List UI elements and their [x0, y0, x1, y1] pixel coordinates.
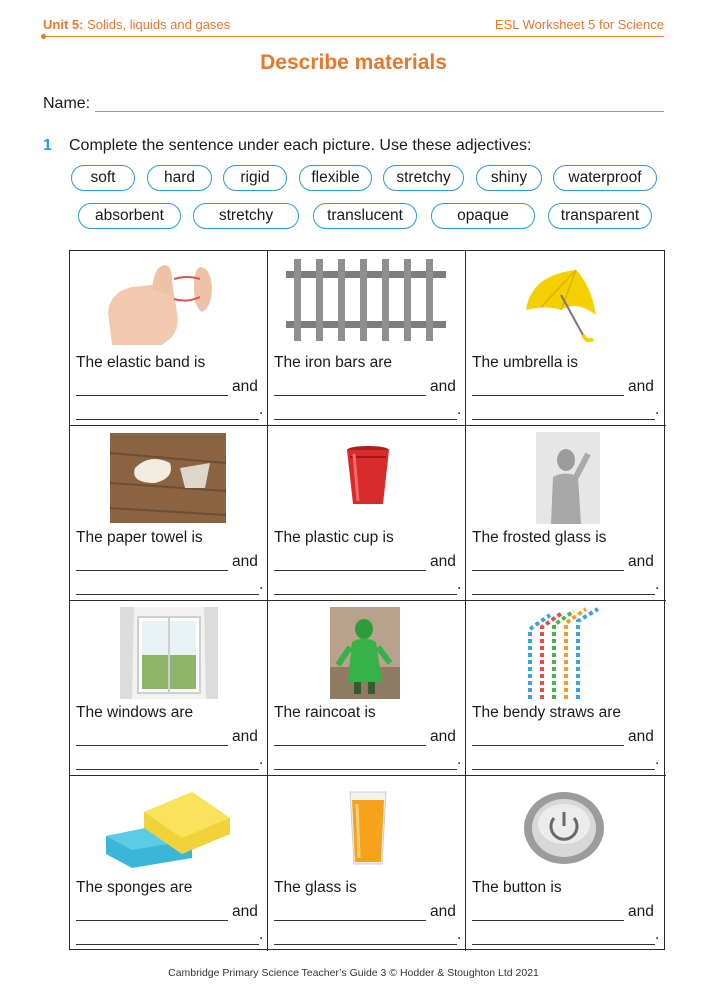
windows-image: [70, 601, 267, 699]
grid-cell-umbrella: [466, 251, 666, 426]
answer-blank-2[interactable]: [274, 419, 457, 420]
adjective-pill: flexible: [299, 165, 372, 191]
adjective-pill: rigid: [223, 165, 287, 191]
grid-cell-bendy-straws: [466, 601, 666, 776]
adjective-pill: transparent: [548, 203, 652, 229]
picture-grid: [69, 250, 665, 950]
adjective-pill: hard: [147, 165, 212, 191]
answer-blank-1[interactable]: [76, 395, 228, 396]
grid-cell-windows: [70, 601, 268, 776]
full-stop: .: [655, 576, 660, 593]
full-stop: .: [655, 751, 660, 768]
grid-cell-elastic-band: [70, 251, 268, 426]
and-word: and: [628, 903, 654, 920]
frosted-glass-image: [466, 426, 666, 524]
full-stop: .: [259, 576, 264, 593]
full-stop: .: [655, 401, 660, 418]
cell-caption: The paper towel is: [76, 529, 203, 546]
and-word: and: [430, 903, 456, 920]
and-word: and: [430, 553, 456, 570]
answer-blank-1[interactable]: [76, 920, 228, 921]
full-stop: .: [655, 926, 660, 943]
adjective-pill: opaque: [431, 203, 535, 229]
adjective-pill: soft: [71, 165, 135, 191]
worksheet-label: ESL Worksheet 5 for Science: [494, 17, 664, 32]
full-stop: .: [457, 751, 462, 768]
full-stop: .: [457, 926, 462, 943]
answer-blank-2[interactable]: [274, 594, 457, 595]
header-divider: [43, 36, 664, 37]
cell-caption: The plastic cup is: [274, 529, 394, 546]
answer-blank-1[interactable]: [274, 395, 426, 396]
and-word: and: [430, 378, 456, 395]
answer-blank-1[interactable]: [472, 920, 624, 921]
iron-bars-image: [268, 251, 465, 349]
cell-caption: The sponges are: [76, 879, 193, 896]
question-number: 1: [43, 137, 52, 154]
page-title: Describe materials: [260, 51, 447, 74]
answer-blank-2[interactable]: [274, 769, 457, 770]
question-text: Complete the sentence under each picture. Use these adjectives:: [69, 137, 532, 154]
unit-title: Solids, liquids and gases: [87, 17, 231, 32]
answer-blank-2[interactable]: [76, 419, 259, 420]
full-stop: .: [259, 926, 264, 943]
answer-blank-1[interactable]: [76, 570, 228, 571]
adjective-pill: waterproof: [553, 165, 657, 191]
grid-cell-sponges: [70, 776, 268, 951]
full-stop: .: [259, 751, 264, 768]
cell-caption: The raincoat is: [274, 704, 376, 721]
answer-blank-1[interactable]: [472, 745, 624, 746]
grid-cell-paper-towel: [70, 426, 268, 601]
power-button-image: [466, 776, 666, 874]
cell-caption: The frosted glass is: [472, 529, 607, 546]
page-header: [43, 17, 664, 37]
cell-caption: The elastic band is: [76, 354, 206, 371]
answer-blank-1[interactable]: [274, 570, 426, 571]
answer-blank-2[interactable]: [472, 944, 655, 945]
page-footer: Cambridge Primary Science Teacher’s Guide 3 © Hodder & Stoughton Ltd 2021: [168, 967, 539, 979]
grid-cell-iron-bars: [268, 251, 466, 426]
cell-caption: The button is: [472, 879, 562, 896]
and-word: and: [232, 728, 258, 745]
adjective-pill: absorbent: [78, 203, 181, 229]
plastic-cup-image: [268, 426, 465, 524]
header-dot: [41, 34, 46, 39]
grid-cell-glass: [268, 776, 466, 951]
answer-blank-2[interactable]: [76, 944, 259, 945]
sponges-image: [70, 776, 267, 874]
adjective-pill: stretchy: [383, 165, 464, 191]
answer-blank-2[interactable]: [76, 594, 259, 595]
cell-caption: The iron bars are: [274, 354, 393, 371]
answer-blank-2[interactable]: [274, 944, 457, 945]
raincoat-image: [268, 601, 465, 699]
and-word: and: [232, 553, 258, 570]
answer-blank-2[interactable]: [472, 419, 655, 420]
grid-cell-button: [466, 776, 666, 951]
and-word: and: [628, 378, 654, 395]
full-stop: .: [457, 576, 462, 593]
unit-label: Unit 5:: [43, 17, 84, 32]
paper-towel-image: [70, 426, 267, 524]
and-word: and: [232, 378, 258, 395]
umbrella-image: [466, 251, 666, 349]
answer-blank-1[interactable]: [274, 920, 426, 921]
adjective-pill: translucent: [313, 203, 417, 229]
cell-caption: The windows are: [76, 704, 194, 721]
cell-caption: The bendy straws are: [472, 704, 622, 721]
full-stop: .: [457, 401, 462, 418]
answer-blank-1[interactable]: [472, 395, 624, 396]
answer-blank-1[interactable]: [76, 745, 228, 746]
answer-blank-2[interactable]: [76, 769, 259, 770]
answer-blank-2[interactable]: [472, 769, 655, 770]
answer-blank-2[interactable]: [472, 594, 655, 595]
full-stop: .: [259, 401, 264, 418]
glass-of-juice-image: [268, 776, 465, 874]
unit-heading: [43, 17, 230, 32]
cell-caption: The glass is: [274, 879, 357, 896]
grid-cell-raincoat: [268, 601, 466, 776]
and-word: and: [430, 728, 456, 745]
name-field[interactable]: [43, 95, 664, 117]
and-word: and: [232, 903, 258, 920]
and-word: and: [628, 728, 654, 745]
name-label: Name:: [43, 95, 91, 112]
adjective-pill: shiny: [476, 165, 542, 191]
cell-caption: The umbrella is: [472, 354, 578, 371]
adjective-pill: stretchy: [193, 203, 299, 229]
answer-blank-1[interactable]: [472, 570, 624, 571]
grid-cell-frosted-glass: [466, 426, 666, 601]
and-word: and: [628, 553, 654, 570]
name-line[interactable]: [95, 111, 664, 112]
bendy-straws-image: [466, 601, 666, 699]
answer-blank-1[interactable]: [274, 745, 426, 746]
grid-cell-plastic-cup: [268, 426, 466, 601]
elastic-band-image: [70, 251, 267, 349]
